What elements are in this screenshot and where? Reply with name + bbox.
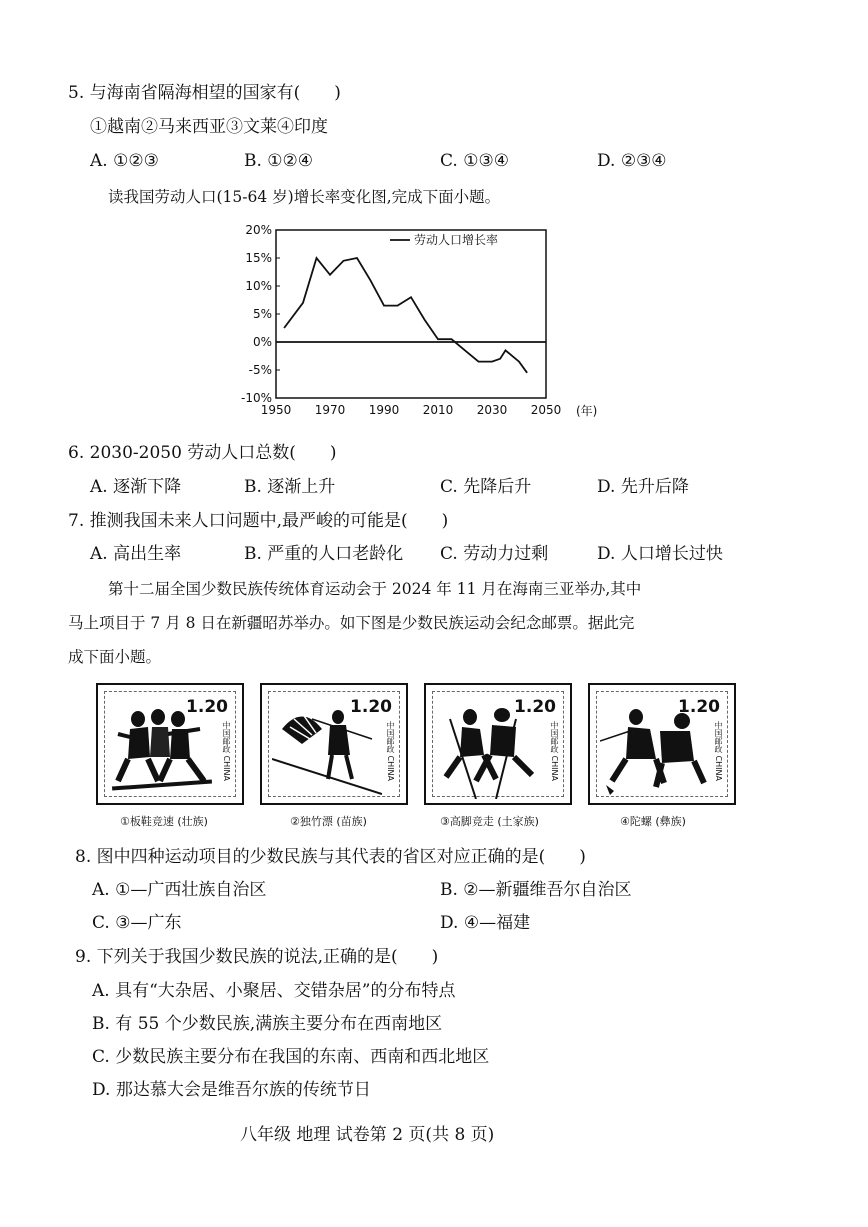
x-axis-ticks <box>261 403 562 417</box>
question-5-option-c: C. ①③④ <box>440 151 509 171</box>
question-8-option-d: D. ④—福建 <box>440 913 531 933</box>
chart-intro: 读我国劳动人口(15-64 岁)增长率变化图,完成下面小题。 <box>108 188 501 206</box>
labor-growth-chart <box>240 222 620 422</box>
x-tick-label: 2010 <box>422 403 454 417</box>
question-7-option-a: A. 高出生率 <box>90 544 182 564</box>
x-axis-unit: (年) <box>576 404 598 418</box>
y-tick-label: 0% <box>252 335 272 349</box>
y-tick-label: -5% <box>248 363 272 377</box>
stamp-caption-2: ②独竹漂 (苗族) <box>290 815 367 828</box>
x-tick-label: 2050 <box>530 403 562 417</box>
question-8-option-a: A. ①—广西壮族自治区 <box>92 880 267 900</box>
stamp-stilt-race <box>424 683 572 805</box>
y-tick-label: 15% <box>245 251 272 265</box>
question-6-option-b: B. 逐渐上升 <box>244 477 336 497</box>
stamp-caption-4: ④陀螺 (彝族) <box>620 815 686 828</box>
stamp-intro-line-1: 第十二届全国少数民族传统体育运动会于 2024 年 11 月在海南三亚举办,其中 <box>108 580 642 598</box>
page-footer: 八年级 地理 试卷第 2 页(共 8 页) <box>240 1125 495 1145</box>
question-5-option-d: D. ②③④ <box>597 151 667 171</box>
question-7-stem: 7. 推测我国未来人口问题中,最严峻的可能是( ) <box>68 511 449 531</box>
y-tick-label: 20% <box>245 223 272 237</box>
y-tick-label: 10% <box>245 279 272 293</box>
question-7-option-c: C. 劳动力过剩 <box>440 544 549 564</box>
stamp-caption-3: ③高脚竞走 (土家族) <box>440 815 539 828</box>
question-8-option-c: C. ③—广东 <box>92 913 182 933</box>
y-axis-ticks <box>241 223 280 405</box>
question-7-option-d: D. 人口增长过快 <box>597 544 723 564</box>
stamp-price: 1.20 <box>350 697 392 717</box>
stamp-bamboo-drifting <box>260 683 408 805</box>
stamp-price: 1.20 <box>514 697 556 717</box>
stamp-country: 中国邮政 CHINA <box>386 721 395 781</box>
x-tick-label: 1950 <box>260 403 292 417</box>
question-5-option-a: A. ①②③ <box>90 151 159 171</box>
stamp-caption-1: ①板鞋竞速 (壮族) <box>120 815 208 828</box>
stamp-intro-line-2: 马上项目于 7 月 8 日在新疆昭苏举办。如下图是少数民族运动会纪念邮票。据此完 <box>68 614 635 632</box>
question-7-option-b: B. 严重的人口老龄化 <box>244 544 404 564</box>
question-8-option-b: B. ②—新疆维吾尔自治区 <box>440 880 632 900</box>
question-9-stem: 9. 下列关于我国少数民族的说法,正确的是( ) <box>75 947 439 967</box>
question-6-option-a: A. 逐渐下降 <box>90 477 182 497</box>
plot-frame <box>276 230 546 398</box>
stamp-price: 1.20 <box>186 697 228 717</box>
question-9-option-c: C. 少数民族主要分布在我国的东南、西南和西北地区 <box>92 1047 490 1067</box>
stamp-board-shoe-race <box>96 683 244 805</box>
y-tick-label: 5% <box>252 307 272 321</box>
stamp-price: 1.20 <box>678 697 720 717</box>
x-tick-label: 1990 <box>368 403 400 417</box>
question-6-option-c: C. 先降后升 <box>440 477 532 497</box>
y-tick-label: -10% <box>240 391 272 405</box>
stamp-country: 中国邮政 CHINA <box>714 721 723 781</box>
question-5-stem: 5. 与海南省隔海相望的国家有( ) <box>68 83 341 103</box>
question-5-option-b: B. ①②④ <box>244 151 314 171</box>
legend-label: 劳动人口增长率 <box>414 233 499 247</box>
x-tick-label: 1970 <box>314 403 346 417</box>
series-line <box>284 258 527 373</box>
stamp-country: 中国邮政 CHINA <box>222 721 231 781</box>
question-8-stem: 8. 图中四种运动项目的少数民族与其代表的省区对应正确的是( ) <box>75 847 586 867</box>
question-6-option-d: D. 先升后降 <box>597 477 689 497</box>
question-9-option-b: B. 有 55 个少数民族,满族主要分布在西南地区 <box>92 1014 443 1034</box>
question-9-option-a: A. 具有“大杂居、小聚居、交错杂居”的分布特点 <box>92 981 456 1001</box>
stamp-spinning-top <box>588 683 736 805</box>
question-5-items: ①越南②马来西亚③文莱④印度 <box>90 117 328 137</box>
x-tick-label: 2030 <box>476 403 508 417</box>
stamp-intro-line-3: 成下面小题。 <box>68 648 162 666</box>
stamp-country: 中国邮政 CHINA <box>550 721 559 781</box>
question-6-stem: 6. 2030-2050 劳动人口总数( ) <box>68 443 337 463</box>
question-9-option-d: D. 那达慕大会是维吾尔族的传统节日 <box>92 1080 371 1100</box>
